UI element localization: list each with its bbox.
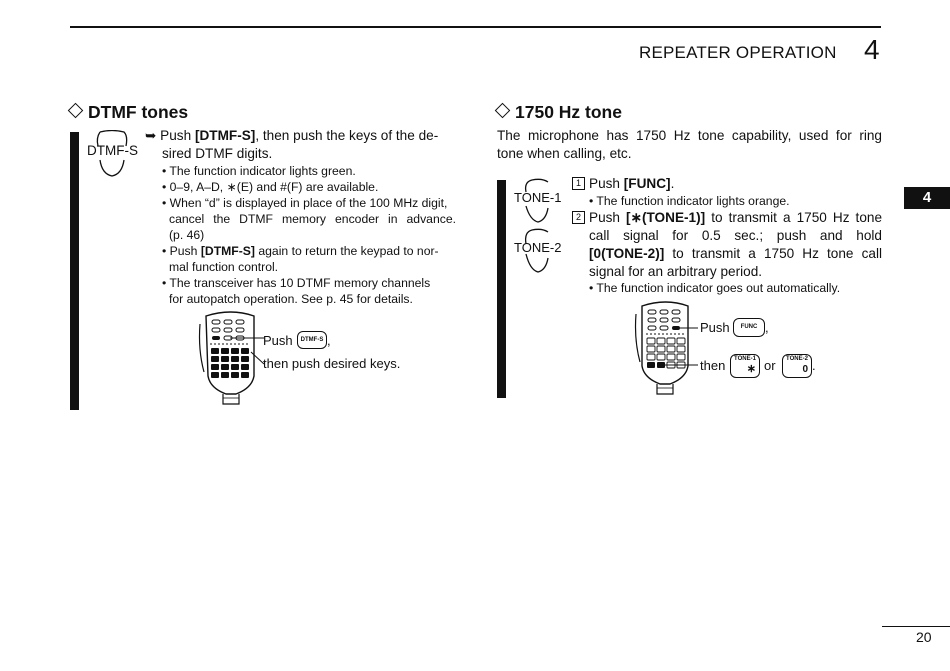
- step-2-note: • The function indicator goes out automatically.: [589, 281, 841, 295]
- dtmf-callout-push: Push: [263, 333, 293, 348]
- footer-rule: [882, 626, 950, 627]
- diamond-icon: [495, 103, 511, 119]
- diamond-icon: [68, 103, 84, 119]
- dtmf-bullets: [162, 163, 456, 307]
- step-2: Push [∗(TONE-1)] to transmit a 1750 Hz tone call signal for 0.5 sec.; push and hold [0(TONE-2)] to transmit a 1750 Hz tone call signal for an arbitrary period.: [589, 210, 883, 279]
- dtmf-step-cont: sired DTMF digits.: [162, 146, 273, 161]
- dtmf-heading: DTMF tones: [70, 102, 188, 123]
- microphone-icon: [630, 300, 700, 400]
- tone-callout-or: or: [764, 358, 776, 373]
- tone-intro: The microphone has 1750 Hz tone capability, used for ring tone when calling, etc.: [497, 128, 882, 161]
- bullet-1: • The function indicator lights green.: [162, 164, 356, 178]
- bullet-5: • The transceiver has 10 DTMF memory channels: [162, 276, 431, 290]
- dtmf-step: ➥ Push [DTMF-S], then push the keys of the de-: [145, 128, 439, 143]
- dtmf-s-key-button: DTMF-S: [297, 331, 327, 349]
- page-number: 20: [916, 629, 932, 645]
- dtmf-callout-comma: ,: [327, 333, 331, 348]
- step-1-number: 1: [572, 177, 585, 190]
- chapter-number: 4: [864, 34, 880, 65]
- tone-1-key-label: TONE-1: [514, 190, 562, 205]
- bullet-2: • 0–9, A–D, ∗(E) and #(F) are available.: [162, 180, 379, 194]
- step-1: Push [FUNC].: [589, 176, 675, 191]
- tone-2-key-label: TONE-2: [514, 240, 562, 255]
- arrow-icon: ➥: [145, 128, 157, 143]
- bullet-4: • Push [DTMF-S] again to return the keypad to nor-: [162, 244, 439, 258]
- microphone-icon: [196, 310, 266, 410]
- tone-callout-end: .: [812, 358, 816, 373]
- func-key-button: FUNC: [733, 318, 765, 337]
- section-bar: [497, 180, 506, 398]
- dtmf-s-key-label: DTMF-S: [87, 143, 138, 158]
- tone-callout-comma: ,: [765, 320, 769, 335]
- section-bar: [70, 132, 79, 410]
- bullet-3-cont: cancel the DTMF memory encoder in advance.: [169, 212, 456, 226]
- header-rule: [70, 26, 881, 28]
- tone-callout-push: Push: [700, 320, 730, 335]
- chapter-title: REPEATER OPERATION: [639, 43, 837, 62]
- tone-callout-then: then: [700, 358, 726, 373]
- bullet-3-page: (p. 46): [169, 228, 205, 242]
- bullet-5-cont: for autopatch operation. See p. 45 for details.: [169, 292, 413, 306]
- tone-2-key-button: TONE-2 0: [782, 354, 812, 378]
- step-1-note: • The function indicator lights orange.: [589, 194, 790, 208]
- tone-1-key-button: TONE-1 ∗: [730, 354, 760, 378]
- tone-heading: 1750 Hz tone: [497, 102, 622, 123]
- bullet-4-cont: mal function control.: [169, 260, 279, 274]
- dtmf-callout-then: then push desired keys.: [263, 356, 401, 371]
- side-tab: 4: [904, 187, 950, 209]
- step-2-number: 2: [572, 211, 585, 224]
- bullet-3: • When “d” is displayed in place of the 100 MHz digit,: [162, 196, 448, 210]
